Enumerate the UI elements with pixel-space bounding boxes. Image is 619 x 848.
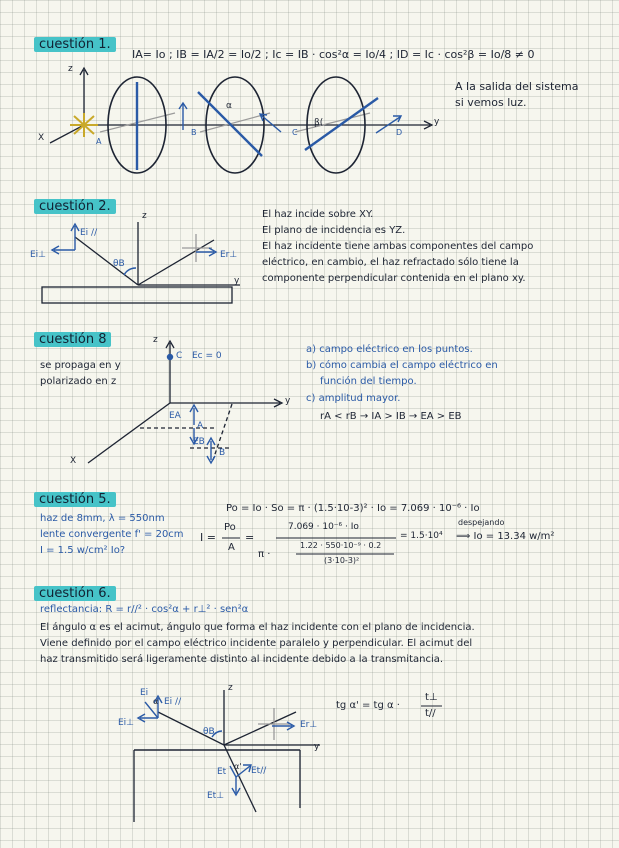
q3-point-c: C — [176, 351, 183, 361]
q6-paragraph-3: haz transmitido será ligeramente distinto al incidente debido a la transmitancia. — [40, 654, 444, 665]
q1-z-label: z — [68, 64, 73, 74]
q2-z-label: z — [142, 211, 147, 221]
q2-ei-perp: Ei⊥ — [30, 250, 47, 260]
q3-result: rA < rB → IA > IB → EA > EB — [320, 411, 462, 422]
q6-ei-par: Ei // — [164, 697, 182, 707]
q1-beta: β( — [314, 118, 324, 128]
q2-text-5: componente perpendicular contenida en el plano xy. — [262, 273, 526, 284]
q6-ei-perp: Ei⊥ — [118, 718, 135, 728]
q1-alpha: α — [226, 101, 232, 111]
q3-eb: EB — [193, 437, 205, 447]
q3-item-b2: función del tiempo. — [320, 376, 417, 387]
q6-alpha-prime: α' — [234, 762, 242, 771]
q5-inner-num: 1.22 · 550·10⁻⁹ · 0.2 — [300, 541, 382, 550]
q3-z-label: z — [153, 335, 158, 345]
q1-y-label: y — [434, 117, 440, 127]
q5-line-3: I = 1.5 w/cm² Io? — [40, 545, 126, 556]
q3-item-b1: b) cómo cambia el campo eléctrico en — [306, 360, 498, 371]
q1-x-label: X — [38, 133, 45, 143]
q6-formula-den: t// — [425, 708, 436, 719]
q3-left-2: polarizado en z — [40, 376, 117, 387]
q2-title: cuestión 2. — [34, 199, 116, 214]
q1-formula: IA= Io ; IB = IA/2 = Io/2 ; Ic = IB · cos²α = Io/4 ; ID = Ic · cos²β = Io/8 ≠ 0 — [132, 48, 535, 61]
q5-po-num: Po — [224, 522, 236, 533]
q5-line-1: haz de 8mm, λ = 550nm — [40, 513, 165, 524]
q3-ec: Ec = 0 — [192, 351, 222, 361]
q1-point-a: A — [96, 137, 102, 146]
q3-left-1: se propaga en y — [40, 360, 121, 371]
q6-y-label: y — [314, 742, 320, 752]
q2-er-perp: Er⊥ — [220, 250, 238, 260]
q6-er-perp: Er⊥ — [300, 720, 318, 730]
q3-item-a: a) campo eléctrico en los puntos. — [306, 344, 473, 355]
q5-frac-num: 7.069 · 10⁻⁶ · Io — [288, 522, 359, 532]
q6-z-label: z — [228, 683, 233, 693]
q3-ea: EA — [169, 411, 181, 421]
q5-line-2: lente convergente f' = 20cm — [40, 529, 184, 540]
q2-y-label: y — [234, 276, 240, 286]
q6-thetab: θB — [203, 727, 215, 737]
q6-title: cuestión 6. — [34, 586, 116, 601]
q5-po-den: A — [228, 542, 235, 553]
q6-alpha: α — [153, 697, 159, 706]
q1-note-2: si vemos luz. — [455, 96, 527, 109]
q3-point-a: A — [197, 421, 204, 431]
q3-title: cuestión 8 — [34, 332, 111, 347]
q2-thetab: θB — [113, 259, 125, 269]
q2-ei-par: Ei // — [80, 228, 98, 238]
q6-paragraph-2: Viene definido por el campo eléctrico incidente paralelo y perpendicular. El acimut del — [40, 638, 473, 649]
q6-et-par: Et// — [251, 766, 267, 776]
q3-y-label: y — [285, 396, 291, 406]
q2-text-2: El plano de incidencia es YZ. — [262, 225, 406, 236]
q5-i-lhs: I = — [200, 531, 216, 544]
q5-inner-den: (3·10-3)² — [324, 556, 360, 565]
q5-eq: = — [245, 531, 255, 544]
q6-formula-num: t⊥ — [425, 692, 438, 703]
q2-text-1: El haz incide sobre XY. — [262, 209, 374, 220]
q2-text-4: eléctrico, en cambio, el haz refractado sólo tiene la — [262, 257, 519, 268]
q3-point-b: B — [219, 448, 226, 458]
q1-point-c: C — [292, 128, 298, 137]
q5-despejando: despejando — [458, 518, 505, 527]
q1-note-1: A la salida del sistema — [455, 80, 579, 93]
q6-reflectance: reflectancia: R = r//² · cos²α + r⊥² · sen²α — [40, 604, 249, 615]
q6-paragraph-1: El ángulo α es el acimut, ángulo que forma el haz incidente con el plano de incidencia. — [40, 622, 475, 633]
q6-et: Et — [217, 767, 227, 777]
q1-point-d: D — [396, 128, 403, 137]
q5-title: cuestión 5. — [34, 492, 116, 507]
q3-item-c: c) amplitud mayor. — [306, 393, 401, 404]
q5-approx: = 1.5·10⁴ — [400, 531, 443, 541]
q6-formula-lhs: tg α' = tg α · — [336, 700, 400, 711]
q5-result: ⟹ Io = 13.34 w/m² — [456, 531, 555, 542]
q1-point-b: B — [191, 128, 197, 137]
q5-pi: π · — [258, 549, 271, 560]
q1-title: cuestión 1. — [34, 37, 116, 52]
q2-text-3: El haz incidente tiene ambas componentes del campo — [262, 241, 534, 252]
q3-x-label: X — [70, 456, 77, 466]
q6-et-perp: Et⊥ — [207, 791, 225, 801]
q5-po: Po = Io · So = π · (1.5·10-3)² · Io = 7.069 · 10⁻⁶ · Io — [226, 503, 480, 514]
q6-ei: Ei — [140, 688, 149, 698]
